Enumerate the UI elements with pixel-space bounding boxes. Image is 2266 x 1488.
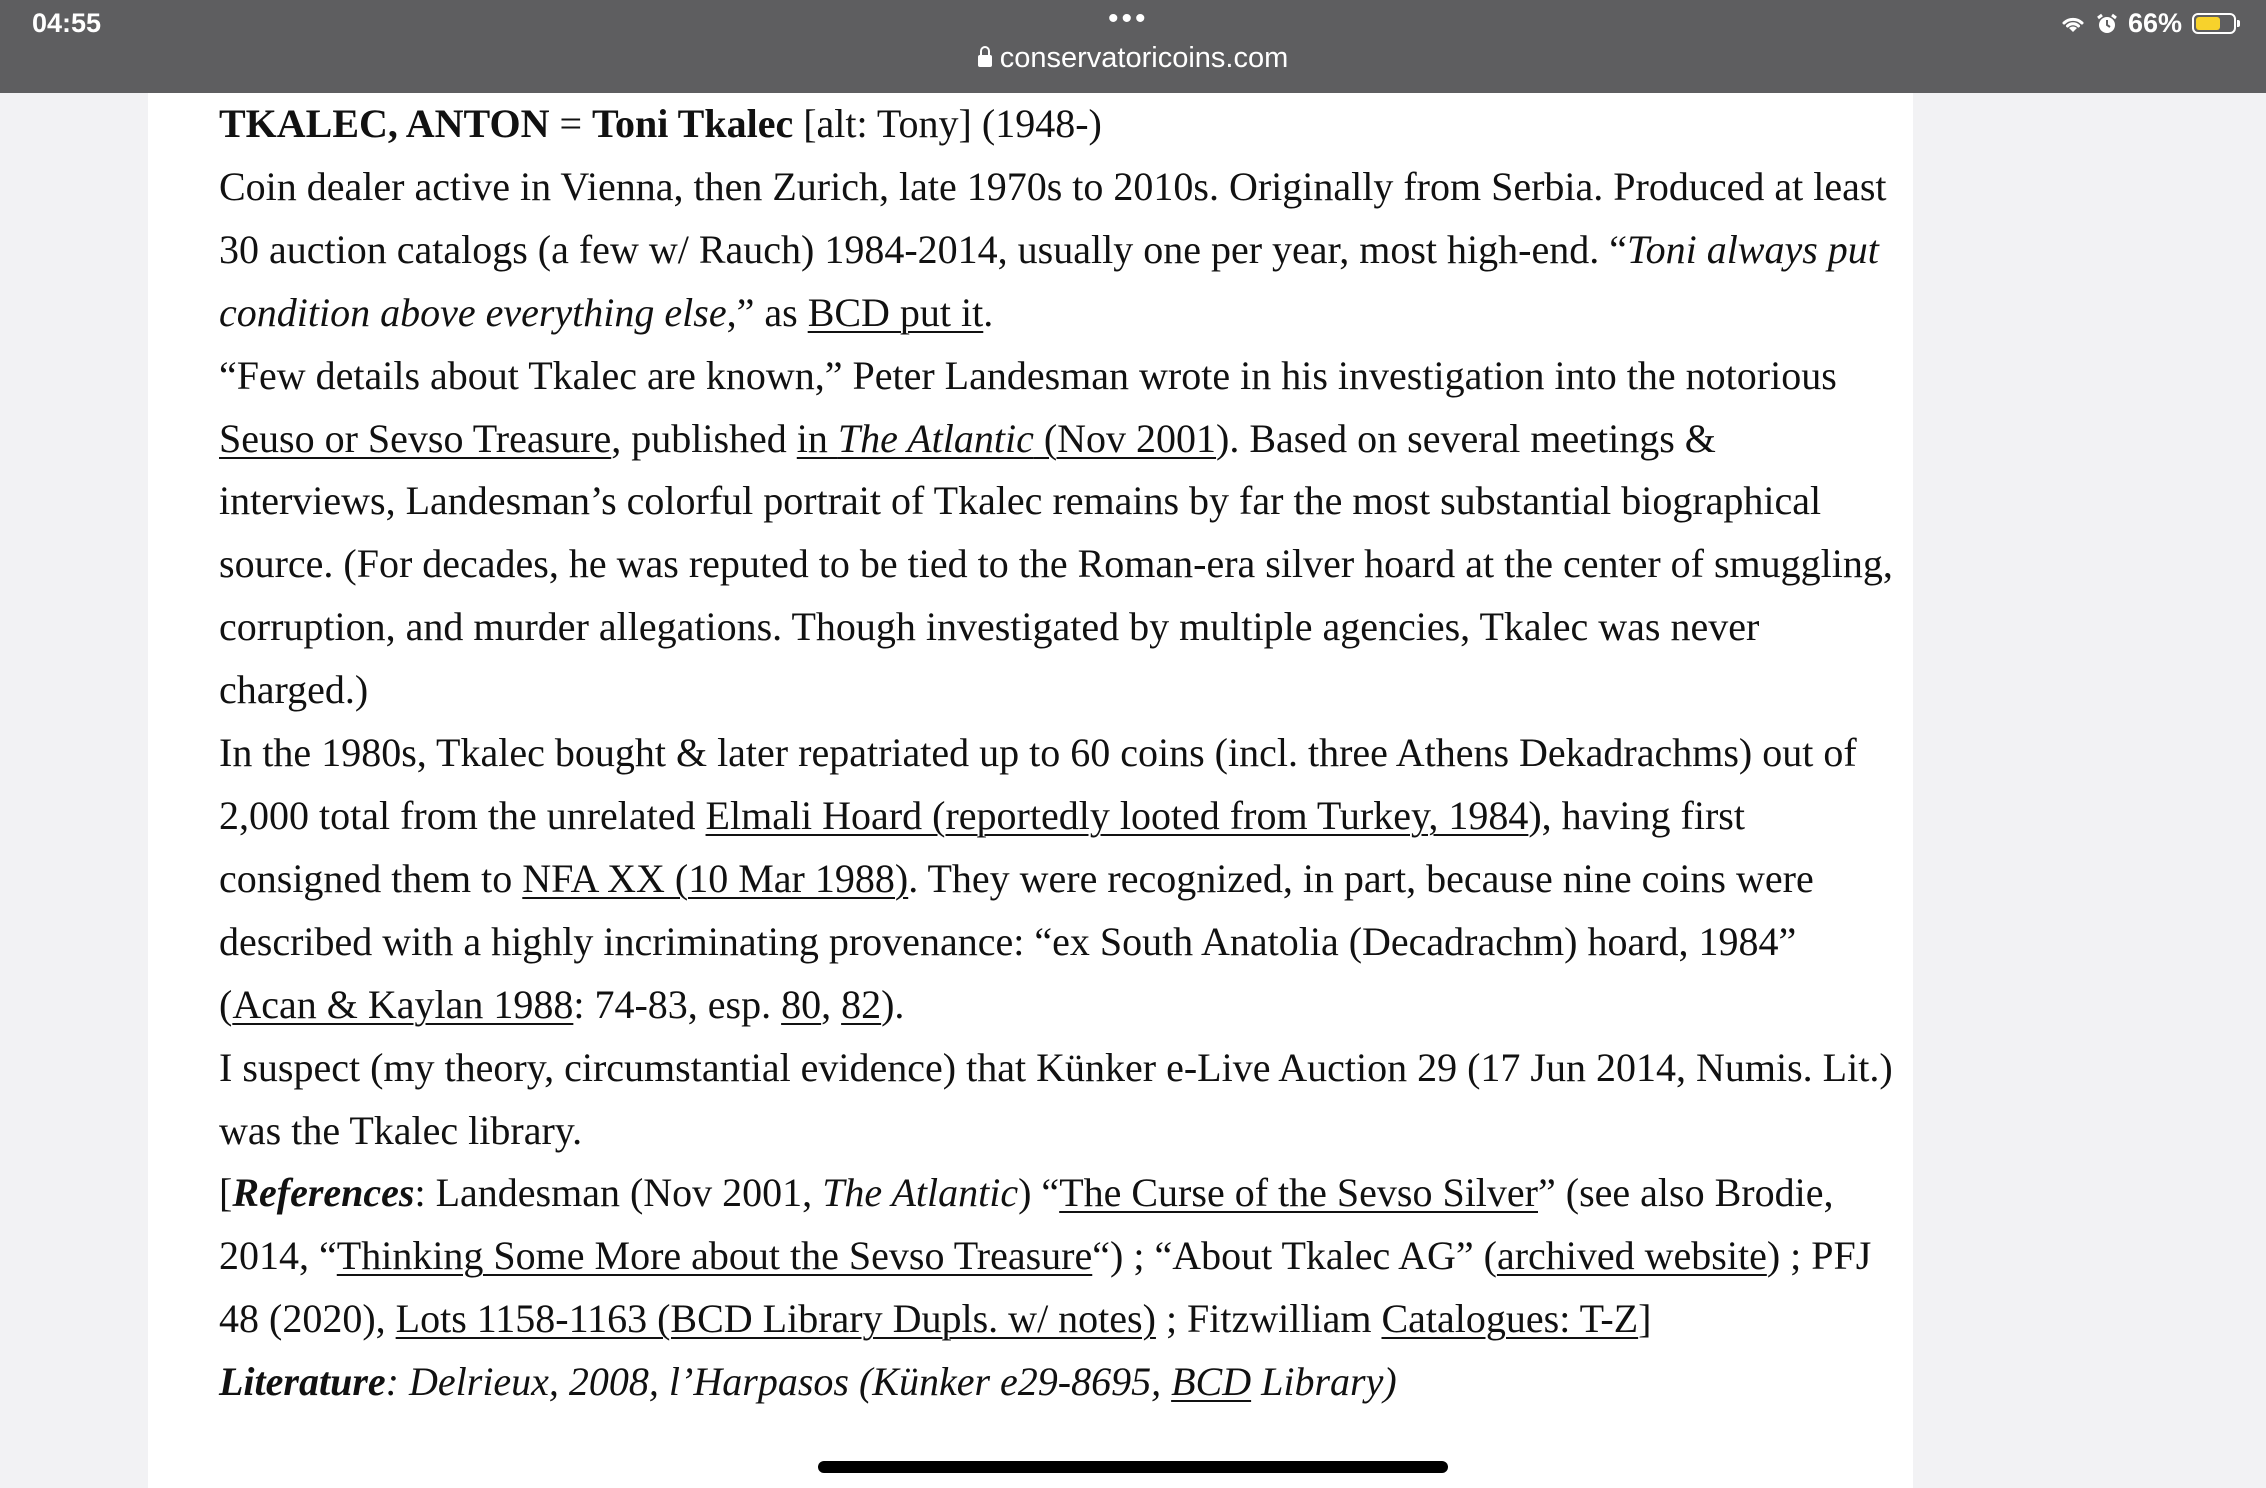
text-run: “Few details about Tkalec are known,” Peter Landesman wrote in his investigation into the notorious <box>219 352 1837 398</box>
heading-rest: [alt: Tony] (1948-) <box>793 101 1102 146</box>
bcd-library-link[interactable]: BCD <box>1171 1359 1252 1405</box>
catalogues-tz-link[interactable]: Catalogues: T-Z <box>1381 1296 1639 1342</box>
sevso-treasure-link[interactable]: Seuso or Sevso Treasure <box>219 415 612 461</box>
thinking-sevso-link[interactable]: Thinking Some More about the Sevso Treasure <box>336 1233 1093 1279</box>
url-text: conservatoricoins.com <box>999 42 1289 74</box>
quote-italic: Toni always put condition above everything else <box>219 226 1879 335</box>
paragraph-theory: I suspect (my theory, circumstantial evidence) that Künker e-Live Auction 29 (17 Jun 2014, Numis. Lit.) was the Tkalec library. <box>219 1044 1893 1153</box>
address-bar[interactable] <box>0 42 2266 75</box>
text-run: ” (see also Brodie, 2014, “ <box>219 1170 1834 1279</box>
text-run: ) “ <box>1018 1170 1060 1216</box>
text-run: ; Fitzwilliam <box>1155 1296 1382 1342</box>
atlantic-italic: The Atlantic <box>822 1170 1019 1216</box>
text-run: : Landesman (Nov 2001, <box>414 1170 823 1216</box>
lock-icon <box>978 55 992 67</box>
entry-heading <box>219 93 1899 156</box>
ref-80-link[interactable]: 80 <box>781 981 822 1027</box>
references-label: References <box>232 1170 415 1216</box>
literature-label: Literature <box>219 1359 386 1405</box>
battery-percent: 66% <box>2127 8 2182 38</box>
text-run: : Delrieux, 2008, l’Harpasos (Künker e29-8695, <box>385 1359 1172 1405</box>
page-content-area <box>148 93 1913 1488</box>
battery-fill <box>2196 17 2220 30</box>
paragraph-literature <box>219 1351 1899 1414</box>
alarm-icon <box>2096 13 2118 35</box>
paragraph-landesman <box>219 345 1899 722</box>
text-run: ), having first consigned them to <box>219 792 1745 901</box>
nfa-xx-link[interactable]: NFA XX (10 Mar 1988) <box>522 855 909 901</box>
text-run: ). <box>881 981 905 1027</box>
link-part: (Nov 2001 <box>1033 415 1217 461</box>
status-time: 04:55 <box>32 8 102 38</box>
text-run: : 74-83, esp. <box>573 981 782 1027</box>
heading-eq: = <box>549 101 593 146</box>
text-run: . They were recognized, in part, because nine coins were described with a highly incriminating provenance: “ex South Anatolia (Decadrachm) hoard, 1984” ( <box>219 855 1814 1027</box>
text-run: ). Based on several meetings & interviews, Landesman’s colorful portrait of Tkalec remains by far the most substantial biographical source. (For decades, he was reputed to be tied to the Roman-era silver hoard at the center of smuggling, corruption, and murder allegations. Though investigated by multiple agencies, Tkalec was never charged.) <box>219 415 1893 713</box>
text-run: Coin dealer active in Vienna, then Zurich, late 1970s to 2010s. Originally from Serbia. Produced at least 30 auction catalogs (a few w/ Rauch) 1984-2014, usually one per year, most high-end. “ <box>219 163 1887 272</box>
text-run: In the 1980s, Tkalec bought & later repatriated up to 60 coins (incl. three Athens Dekadrachms) out of 2,000 total from the unrelated <box>219 730 1857 838</box>
ref-82-link[interactable]: 82 <box>841 981 882 1027</box>
status-bar <box>0 0 2266 93</box>
acan-kaylan-link[interactable]: Acan & Kaylan 1988 <box>232 981 574 1027</box>
battery-icon <box>2192 13 2236 34</box>
tab-overview-dots-icon[interactable]: ••• <box>1108 2 1149 35</box>
paragraph-references <box>219 1162 1899 1351</box>
paragraph-elmali <box>219 722 1899 1037</box>
link-part: in <box>796 415 838 461</box>
text-run: , <box>821 981 842 1027</box>
text-run: “) ; “About Tkalec AG” ( <box>1092 1233 1497 1279</box>
text-run: , published <box>611 415 797 461</box>
text-run: ,” as <box>726 289 808 335</box>
status-right-cluster <box>2060 8 2236 39</box>
link-part-italic: The Atlantic <box>837 415 1034 461</box>
paragraph-intro <box>219 156 1899 345</box>
entry-alias: Toni Tkalec <box>592 101 794 146</box>
entry-name: TKALEC, ANTON <box>219 101 550 146</box>
text-run: ) ; PFJ 48 (2020), <box>219 1233 1872 1342</box>
home-indicator[interactable] <box>818 1461 1448 1473</box>
curse-sevso-link[interactable]: The Curse of the Sevso Silver <box>1059 1170 1538 1216</box>
text-run: ] <box>1638 1296 1652 1342</box>
article-body <box>219 93 1899 1414</box>
text-run: Library) <box>1251 1359 1397 1405</box>
text-run: [ <box>219 1170 233 1216</box>
archived-website-link[interactable]: archived website <box>1496 1233 1767 1279</box>
lots-1158-link[interactable]: Lots 1158-1163 (BCD Library Dupls. w/ notes) <box>395 1296 1156 1342</box>
wifi-icon <box>2060 14 2086 34</box>
elmali-hoard-link[interactable]: Elmali Hoard (reportedly looted from Turkey, 1984 <box>705 792 1529 838</box>
atlantic-article-link[interactable] <box>797 416 1216 461</box>
text-run: . <box>983 289 994 335</box>
bcd-put-it-link[interactable]: BCD put it <box>807 289 984 335</box>
